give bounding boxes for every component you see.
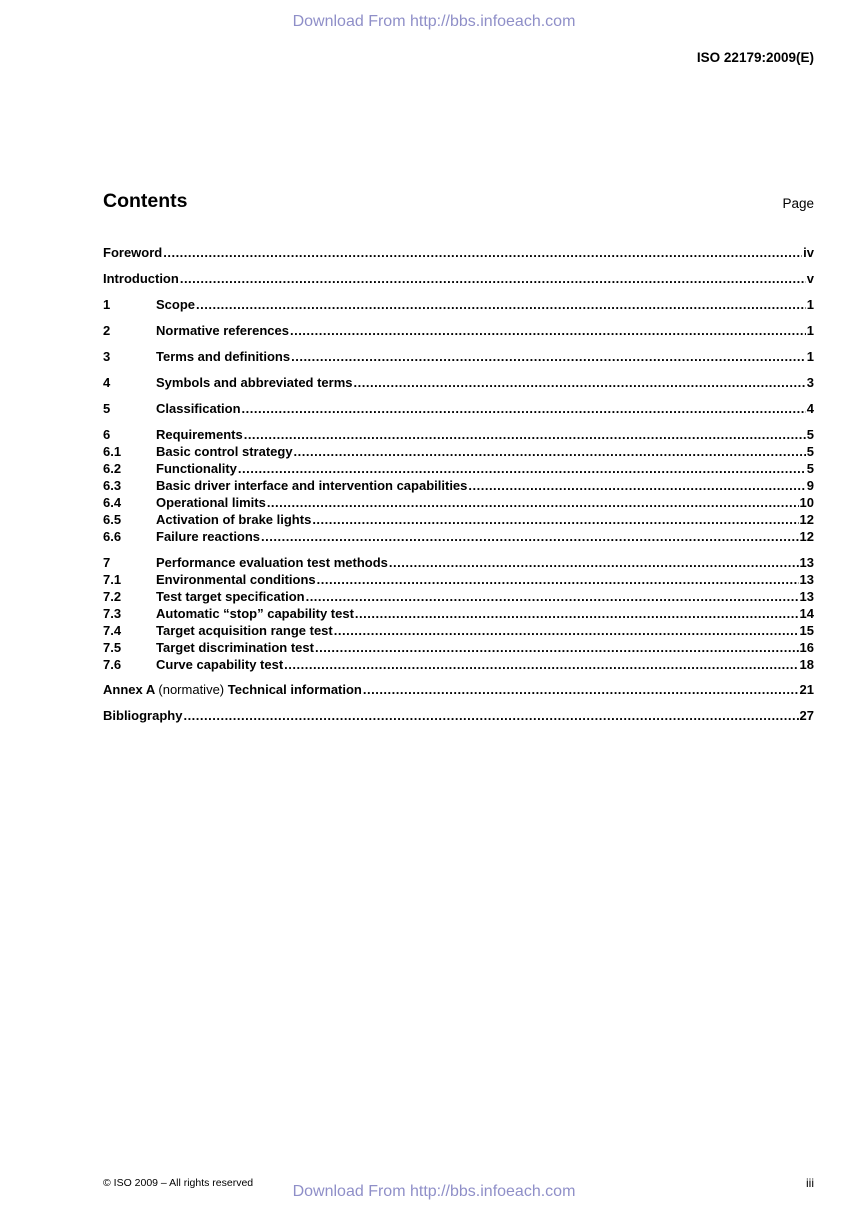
toc-dot-leader — [389, 554, 799, 571]
toc-entry-title: Foreword — [103, 245, 163, 260]
table-of-contents — [103, 244, 814, 724]
toc-entry-number: 2 — [103, 323, 111, 338]
toc-entry-title — [103, 681, 362, 698]
toc-entry-title: Operational limits — [156, 495, 266, 510]
watermark-bottom: Download From http://bbs.infoeach.com — [292, 1183, 576, 1200]
toc-entry[interactable] — [103, 656, 814, 673]
toc-entry-page: iv — [803, 245, 814, 260]
contents-title: Contents — [103, 190, 188, 212]
toc-dot-leader — [312, 511, 798, 528]
toc-entry-number: 3 — [103, 349, 111, 364]
toc-entry[interactable] — [103, 348, 814, 365]
page-number: iii — [806, 1176, 814, 1190]
toc-entry-title: Normative references — [156, 323, 289, 338]
toc-entry-annex[interactable] — [103, 681, 814, 698]
toc-entry-title: Bibliography — [103, 708, 183, 723]
annex-title: Technical information — [227, 682, 362, 697]
toc-dot-leader — [306, 588, 799, 605]
toc-dot-leader — [244, 426, 806, 443]
page-column-heading: Page — [782, 196, 814, 211]
toc-entry-title: Classification — [156, 401, 241, 416]
toc-entry-title: Scope — [156, 297, 196, 312]
toc-entry-title: Target discrimination test — [156, 640, 314, 655]
toc-entry-page: 14 — [799, 606, 814, 621]
toc-entry-title: Curve capability test — [156, 657, 284, 672]
toc-entry-number: 7.3 — [103, 606, 122, 621]
toc-entry-title: Basic control strategy — [156, 444, 293, 459]
toc-entry-page: 1 — [806, 297, 814, 312]
toc-entry[interactable] — [103, 460, 814, 477]
toc-entry-page: 16 — [799, 640, 814, 655]
toc-entry-page: 5 — [806, 427, 814, 442]
toc-entry[interactable] — [103, 400, 814, 417]
toc-entry-title: Automatic “stop” capability test — [156, 606, 354, 621]
toc-dot-leader — [355, 605, 799, 622]
toc-entry-number: 5 — [103, 401, 111, 416]
toc-entry-title: Basic driver interface and intervention capabilities — [156, 478, 468, 493]
toc-entry-number: 6.3 — [103, 478, 122, 493]
toc-dot-leader — [238, 460, 806, 477]
toc-entry-page: 15 — [799, 623, 814, 638]
toc-entry-number: 6.6 — [103, 529, 122, 544]
copyright-notice: © ISO 2009 – All rights reserved — [103, 1177, 254, 1189]
toc-entry-page: 13 — [799, 555, 814, 570]
toc-entry[interactable] — [103, 443, 814, 460]
toc-entry[interactable] — [103, 528, 814, 545]
toc-dot-leader — [180, 270, 806, 287]
toc-dot-leader — [242, 400, 806, 417]
toc-dot-leader — [354, 374, 806, 391]
toc-entry[interactable] — [103, 374, 814, 391]
toc-dot-leader — [290, 322, 806, 339]
toc-entry-number: 7.6 — [103, 657, 122, 672]
toc-dot-leader — [317, 571, 799, 588]
annex-qualifier: (normative) — [158, 682, 225, 697]
toc-entry-title: Activation of brake lights — [156, 512, 312, 527]
toc-entry-number: 7.4 — [103, 623, 122, 638]
toc-dot-leader — [267, 494, 799, 511]
toc-entry[interactable] — [103, 494, 814, 511]
toc-entry-page: 18 — [799, 657, 814, 672]
toc-entry-number: 1 — [103, 297, 111, 312]
document-id: ISO 22179:2009(E) — [696, 50, 814, 65]
toc-entry[interactable] — [103, 322, 814, 339]
annex-label: Annex A — [103, 682, 155, 697]
toc-entry-number: 6.5 — [103, 512, 122, 527]
toc-entry-title: Requirements — [156, 427, 243, 442]
toc-entry[interactable] — [103, 622, 814, 639]
toc-dot-leader — [334, 622, 799, 639]
toc-dot-leader — [183, 707, 798, 724]
toc-dot-leader — [468, 477, 805, 494]
toc-entry[interactable] — [103, 605, 814, 622]
toc-dot-leader — [291, 348, 806, 365]
toc-entry-number: 6.2 — [103, 461, 122, 476]
toc-entry-page: 21 — [799, 682, 814, 697]
toc-entry[interactable] — [103, 477, 814, 494]
toc-dot-leader — [196, 296, 806, 313]
toc-entry-page: 5 — [806, 444, 814, 459]
toc-entry-page: 13 — [799, 572, 814, 587]
toc-entry-page: 12 — [799, 529, 814, 544]
toc-entry-number: 6.1 — [103, 444, 122, 459]
toc-entry-page: 9 — [806, 478, 814, 493]
toc-entry[interactable] — [103, 244, 814, 261]
toc-entry-page: 10 — [799, 495, 814, 510]
toc-dot-leader — [261, 528, 798, 545]
toc-entry-number: 4 — [103, 375, 111, 390]
toc-dot-leader — [315, 639, 799, 656]
toc-entry-number: 7.1 — [103, 572, 122, 587]
toc-entry[interactable] — [103, 639, 814, 656]
toc-entry-page: 12 — [799, 512, 814, 527]
toc-entry-page: 27 — [799, 708, 814, 723]
toc-entry-title: Failure reactions — [156, 529, 261, 544]
toc-entry-number: 6 — [103, 427, 111, 442]
toc-entry-number: 6.4 — [103, 495, 122, 510]
watermark-top: Download From http://bbs.infoeach.com — [292, 13, 576, 30]
toc-entry-title: Functionality — [156, 461, 237, 476]
toc-entry-bibliography[interactable] — [103, 707, 814, 724]
toc-entry-number: 7 — [103, 555, 111, 570]
toc-entry[interactable] — [103, 296, 814, 313]
toc-entry-title: Target acquisition range test — [156, 623, 333, 638]
toc-entry[interactable] — [103, 588, 814, 605]
toc-entry-page: 1 — [806, 349, 814, 364]
toc-entry-page: 3 — [806, 375, 814, 390]
toc-entry[interactable] — [103, 511, 814, 528]
toc-entry-title: Terms and definitions — [156, 349, 291, 364]
toc-entry-page: 4 — [806, 401, 814, 416]
toc-dot-leader — [363, 681, 799, 698]
toc-entry-number: 7.5 — [103, 640, 122, 655]
toc-entry[interactable] — [103, 270, 814, 287]
toc-entry-title: Introduction — [103, 271, 179, 286]
toc-entry-page: 5 — [806, 461, 814, 476]
toc-entry-title: Test target specification — [156, 589, 305, 604]
toc-entry-page: v — [806, 271, 814, 286]
toc-dot-leader — [284, 656, 798, 673]
toc-dot-leader — [163, 244, 802, 261]
toc-entry-title: Environmental conditions — [156, 572, 316, 587]
toc-entry-number: 7.2 — [103, 589, 122, 604]
toc-entry-title: Symbols and abbreviated terms — [156, 375, 353, 390]
toc-entry[interactable] — [103, 571, 814, 588]
toc-dot-leader — [294, 443, 806, 460]
toc-entry-page: 1 — [806, 323, 814, 338]
toc-entry[interactable] — [103, 426, 814, 443]
toc-entry[interactable] — [103, 554, 814, 571]
toc-entry-title: Performance evaluation test methods — [156, 555, 388, 570]
toc-entry-page: 13 — [799, 589, 814, 604]
